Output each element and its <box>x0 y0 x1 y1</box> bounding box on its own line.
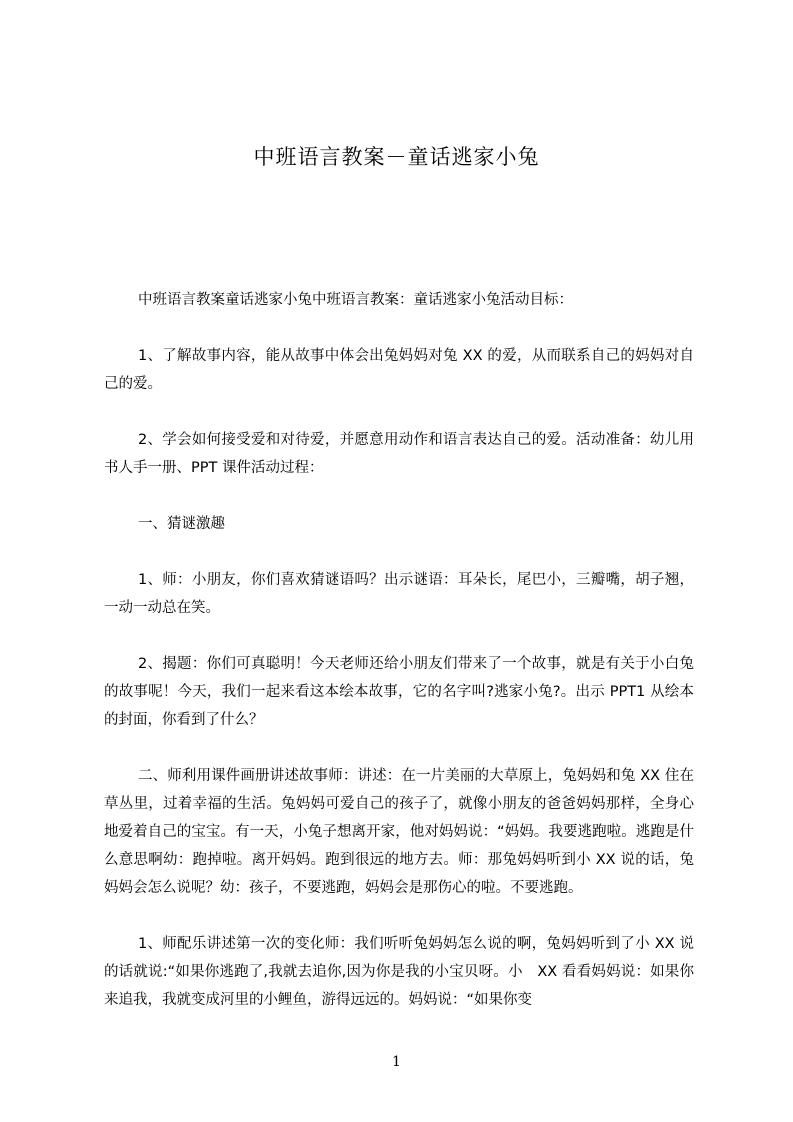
document-body <box>104 286 694 1042</box>
section-heading-riddle: 一、猜谜激趣 <box>138 516 225 532</box>
paragraph-goal-1: 1、了解故事内容，能从故事中体会出兔妈妈对兔 XX 的爱，从而联系自己的妈妈对自己的爱。 <box>104 348 694 392</box>
paragraph-goal-2: 2、学会如何接受爱和对待爱，并愿意用动作和语言表达自己的爱。活动准备：幼儿用书人手一册、PPT 课件活动过程： <box>104 432 694 476</box>
paragraph-first-change: 1、师配乐讲述第一次的变化师：我们听听兔妈妈怎么说的啊，兔妈妈听到了小 XX 说的话就说:“如果你逃跑了,我就去追你,因为你是我的小宝贝呀。小 XX 看看妈妈说：如果你来追我，我就变成河里的小鲤鱼，游得远远的。妈妈说：“如果你变 <box>104 936 694 1008</box>
page-number: 1 <box>392 1054 401 1070</box>
document-title: 中班语言教案－童话逃家小兔 <box>253 145 540 169</box>
paragraph-reveal-title: 2、揭题：你们可真聪明！今天老师还给小朋友们带来了一个故事，就是有关于小白兔的故事呢！今天，我们一起来看这本绘本故事，它的名字叫?逃家小兔?。出示 PPT1 从绘本的封面，你看到了什么？ <box>104 656 694 728</box>
paragraph-riddle: 1、师：小朋友，你们喜欢猜谜语吗？出示谜语：耳朵长，尾巴小，三瓣嘴，胡子翘，一动一动总在笑。 <box>104 572 694 616</box>
paragraph-intro: 中班语言教案童话逃家小兔中班语言教案：童话逃家小兔活动目标： <box>138 292 573 308</box>
paragraph-storytelling: 二、师利用课件画册讲述故事师：讲述：在一片美丽的大草原上，兔妈妈和兔 XX 住在草丛里，过着幸福的生活。兔妈妈可爱自己的孩子了，就像小朋友的爸爸妈妈那样，全身心地爱着自己的宝宝。有一天，小兔子想离开家，他对妈妈说：“妈妈。我要逃跑啦。逃跑是什么意思啊幼：跑掉啦。离开妈妈。跑到很远的地方去。师：那兔妈妈听到小 XX 说的话，兔妈妈会怎么说呢？幼：孩子，不要逃跑，妈妈会是那伤心的啦。不要逃跑。 <box>104 768 694 896</box>
